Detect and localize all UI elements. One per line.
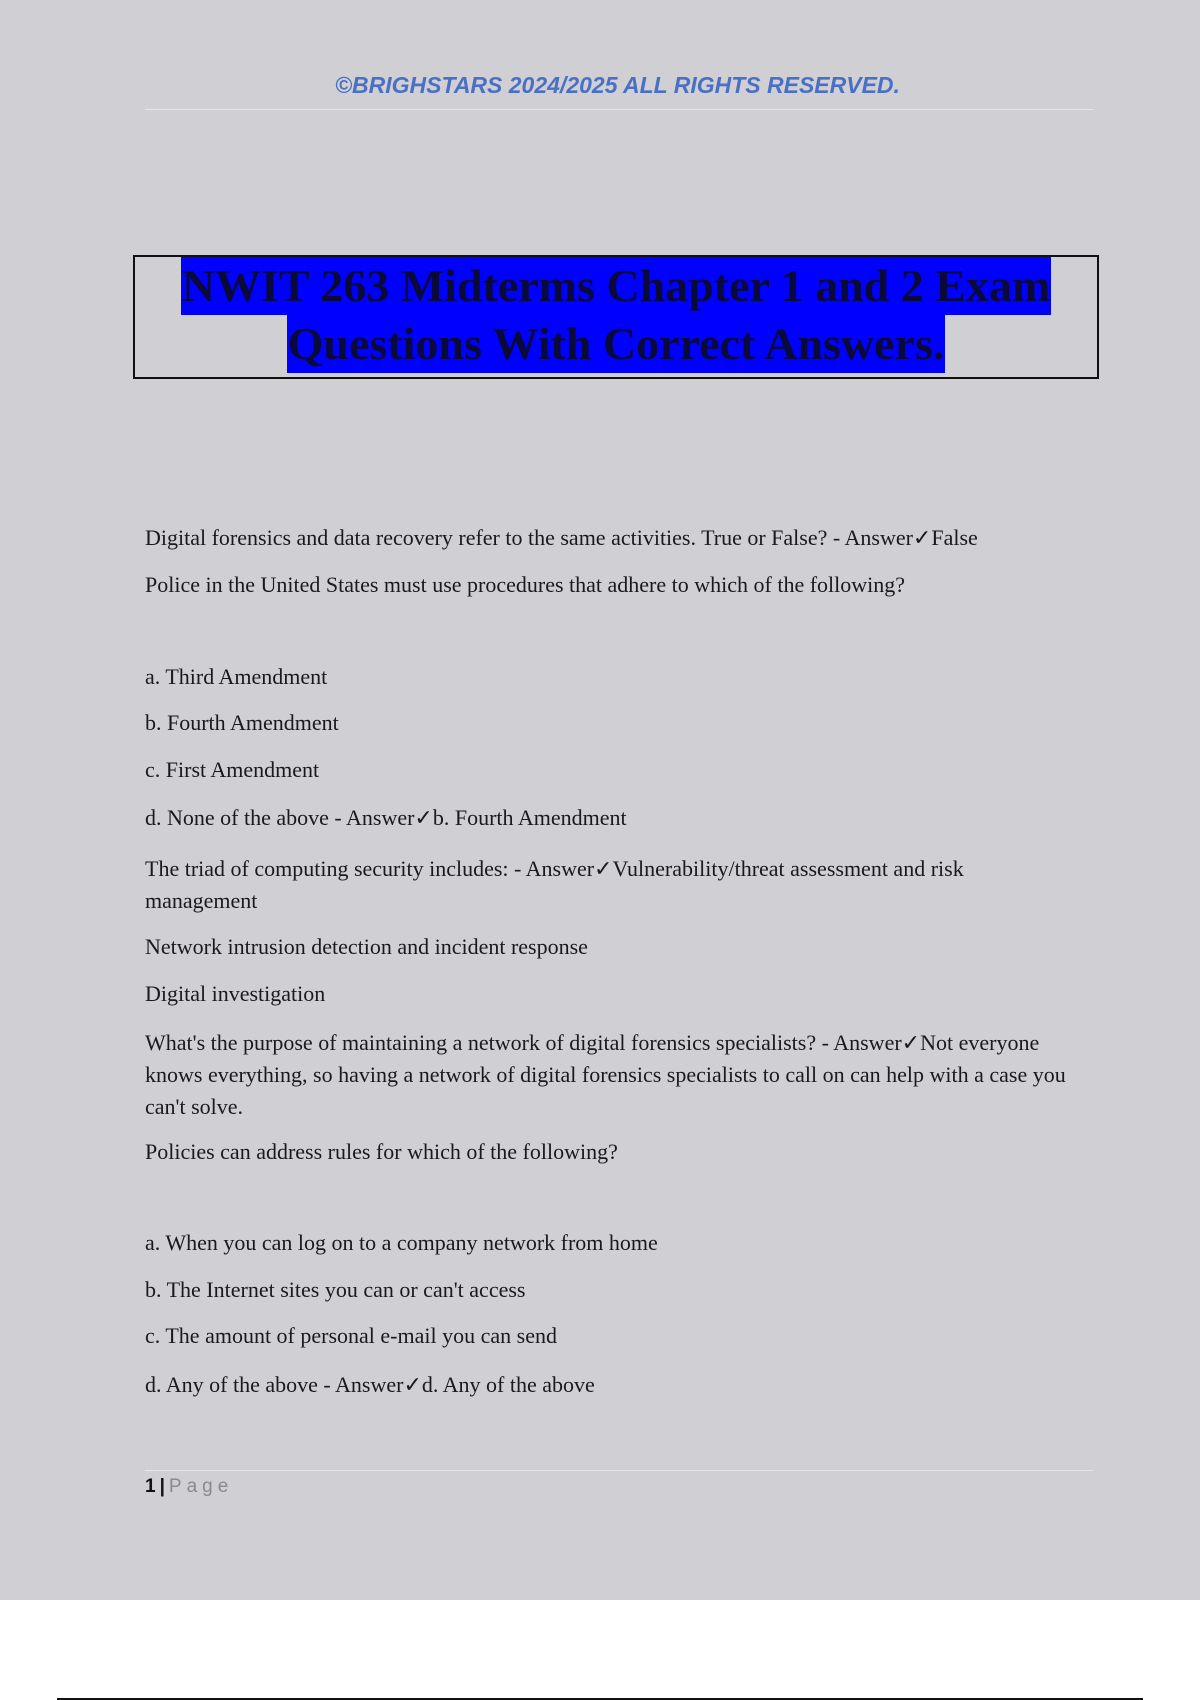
question-paragraph: Policies can address rules for which of the following? xyxy=(145,1139,618,1164)
question-paragraph: Network intrusion detection and incident response xyxy=(145,934,588,959)
answer-option: d. None of the above - Answer✓b. Fourth Amendment xyxy=(145,805,627,830)
question-paragraph: What's the purpose of maintaining a network of digital forensics specialists? - Answer✓Not everyone knows everything, so having a network of digital forensics specialists to call on can help with a case you can't solve. xyxy=(145,1030,1066,1119)
header-divider xyxy=(145,109,1093,110)
answer-option: c. First Amendment xyxy=(145,757,320,782)
answer-option: d. Any of the above - Answer✓d. Any of the above xyxy=(145,1372,595,1397)
page-number: 1 xyxy=(145,1476,156,1497)
page-label: Page xyxy=(168,1476,234,1497)
title-line-2: Questions With Correct Answers. xyxy=(287,315,946,373)
question-paragraph: Digital investigation xyxy=(145,981,326,1006)
footer-divider xyxy=(145,1470,1093,1471)
answer-option: b. The Internet sites you can or can't access xyxy=(145,1277,526,1302)
question-paragraph: Police in the United States must use procedures that adhere to which of the following? xyxy=(145,572,906,597)
answer-option: c. The amount of personal e-mail you can send xyxy=(145,1323,557,1348)
answer-option: a. Third Amendment xyxy=(145,664,328,689)
title-box xyxy=(133,255,1099,379)
question-paragraph: Digital forensics and data recovery refer to the same activities. True or False? - Answer✓False xyxy=(145,525,978,550)
answer-option: a. When you can log on to a company network from home xyxy=(145,1230,658,1255)
title-line-1: NWIT 263 Midterms Chapter 1 and 2 Exam xyxy=(181,257,1052,315)
footer-separator: | xyxy=(159,1476,165,1497)
copyright-header: ©BRIGHSTARS 2024/2025 ALL RIGHTS RESERVED. xyxy=(335,72,900,98)
page-footer xyxy=(145,1473,233,1501)
question-paragraph: The triad of computing security includes: - Answer✓Vulnerability/threat assessment and risk management xyxy=(145,856,964,913)
answer-option: b. Fourth Amendment xyxy=(145,710,339,735)
